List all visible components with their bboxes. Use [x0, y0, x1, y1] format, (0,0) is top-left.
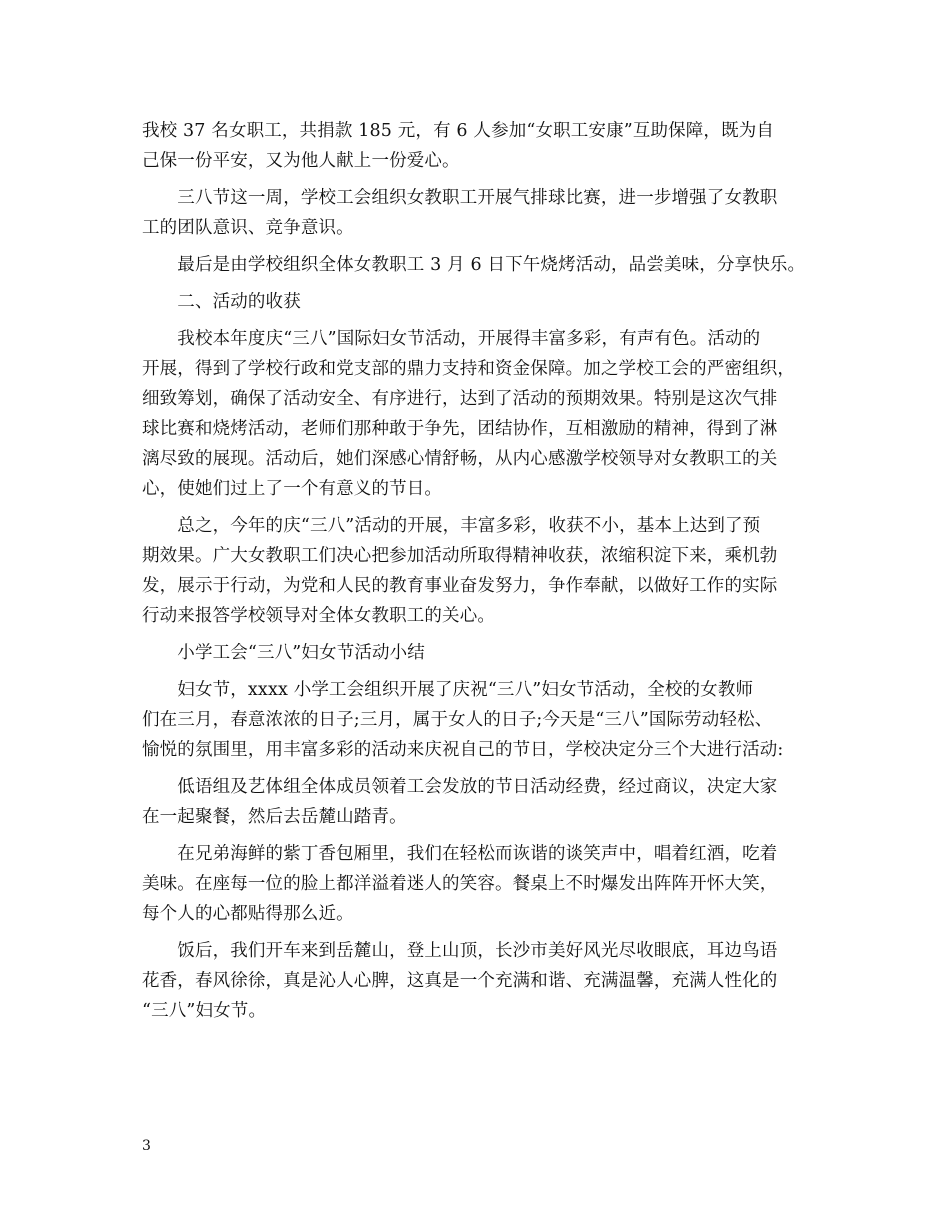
paragraph [142, 936, 822, 1026]
text-line: 三八节这一周，学校工会组织女教职工开展气排球比赛，进一步增强了女教职 [142, 188, 778, 208]
paragraph [142, 324, 822, 504]
text-line: 二、活动的收获 [142, 292, 301, 312]
paragraph [142, 116, 822, 176]
text-line: 总之，今年的庆“三八”活动的开展，丰富多彩，收获不小，基本上达到了预 [142, 516, 761, 536]
text-line: 我校 37 名女职工，共捐款 185 元，有 6 人参加“女职工安康”互助保障，既为自 [142, 121, 775, 141]
paragraph [142, 839, 822, 929]
text-line: 们在三月，春意浓浓的日子;三月，属于女人的日子;今天是“三八”国际劳动轻松、 [142, 710, 773, 730]
text-line: 心，使她们过上了一个有意义的节日。 [142, 479, 443, 499]
text-line: 妇女节，xxxx 小学工会组织开展了庆祝“三八”妇女节活动，全校的女教师 [142, 680, 754, 700]
paragraph [142, 183, 822, 243]
text-line: 花香，春风徐徐，真是沁人心脾，这真是一个充满和谐、充满温馨，充满人性化的 [142, 971, 778, 991]
section-heading [142, 638, 822, 668]
text-line: 工的团队意识、竞争意识。 [142, 218, 354, 238]
section-heading [142, 287, 822, 317]
text-line: 我校本年度庆“三八”国际妇女节活动，开展得丰富多彩，有声有色。活动的 [142, 329, 761, 349]
text-line: 期效果。广大女教职工们决心把参加活动所取得精神收获，浓缩积淀下来，乘机勃 [142, 546, 778, 566]
text-line: 每个人的心都贴得那么近。 [142, 904, 354, 924]
text-line: 低语组及艺体组全体成员领着工会发放的节日活动经费，经过商议，决定大家 [142, 777, 778, 797]
paragraph [142, 250, 822, 280]
paragraph [142, 772, 822, 832]
document-body [142, 116, 822, 1026]
text-line: 在一起聚餐，然后去岳麓山踏青。 [142, 807, 407, 827]
text-line: 细致筹划，确保了活动安全、有序进行，达到了活动的预期效果。特别是这次气排 [142, 389, 778, 409]
text-line: 球比赛和烧烤活动，老师们那种敢于争先，团结协作，互相激励的精神，得到了淋 [142, 419, 778, 439]
text-line: 美味。在座每一位的脸上都洋溢着迷人的笑容。餐桌上不时爆发出阵阵开怀大笑， [142, 874, 778, 894]
text-line: 小学工会“三八”妇女节活动小结 [142, 643, 425, 663]
text-line: 饭后，我们开车来到岳麓山，登上山顶，长沙市美好风光尽收眼底，耳边鸟语 [142, 941, 778, 961]
text-line: 开展，得到了学校行政和党支部的鼎力支持和资金保障。加之学校工会的严密组织， [142, 359, 796, 379]
text-line: 己保一份平安，又为他人献上一份爱心。 [142, 151, 460, 171]
text-line: 行动来报答学校领导对全体女教职工的关心。 [142, 606, 495, 626]
paragraph [142, 675, 822, 765]
text-line: 在兄弟海鲜的紫丁香包厢里，我们在轻松而诙谐的谈笑声中，唱着红酒，吃着 [142, 844, 778, 864]
text-line: 发，展示于行动，为党和人民的教育事业奋发努力，争作奉献，以做好工作的实际 [142, 576, 778, 596]
text-line: 愉悦的氛围里，用丰富多彩的活动来庆祝自己的节日，学校决定分三个大进行活动: [142, 740, 784, 760]
text-line: 最后是由学校组织全体女教职工 3 月 6 日下午烧烤活动，品尝美味，分享快乐。 [142, 255, 806, 275]
text-line: 漓尽致的展现。活动后，她们深感心情舒畅，从内心感激学校领导对女教职工的关 [142, 449, 778, 469]
text-line: “三八”妇女节。 [142, 1001, 267, 1021]
page-number: 3 [142, 1138, 151, 1154]
paragraph [142, 511, 822, 631]
